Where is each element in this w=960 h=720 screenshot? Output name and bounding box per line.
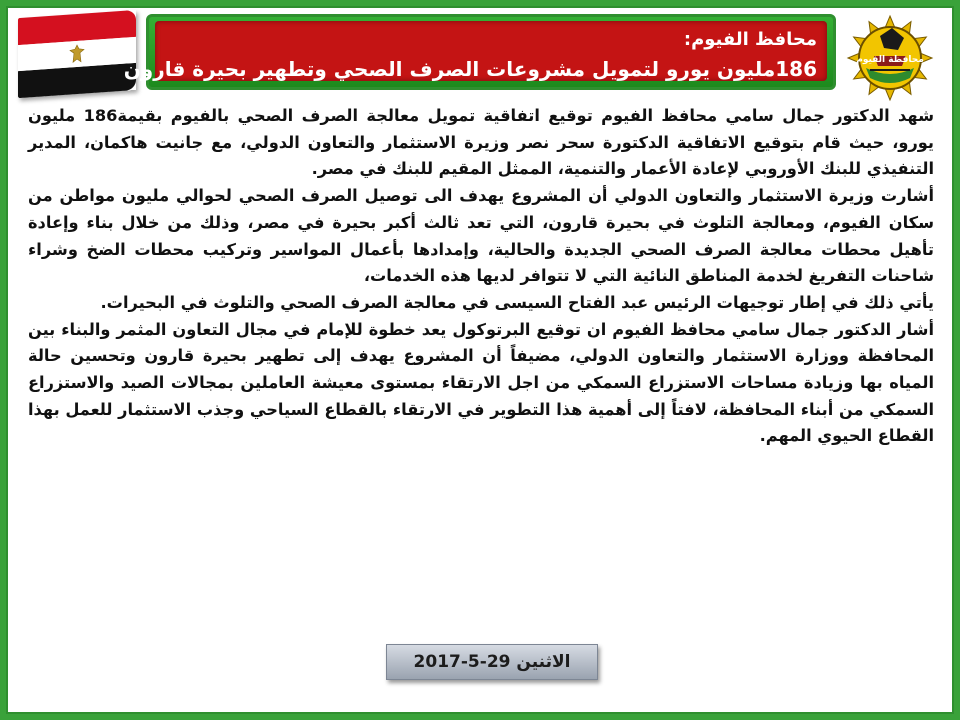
- date-badge: [386, 644, 598, 680]
- article-paragraph: أشار الدكتور جمال سامي محافظ الفيوم ان توقيع البرتوكول يعد خطوة للإمام في مجال التعاون المثمر والبناء بين المحافظة ووزارة الاستثمار والتعاون الدولي، مضيفاً أن المشروع يهدف إلى تطهير بحيرة قارون وتحسين حالة المياه بها وزيادة مساحات الاستزراع السمكي من اجل الارتقاء بمستوى معيشة العاملين بمجالات الصيد والاستزراع السمكي من أبناء المحافظة، لافتاً إلى أهمية هذا التطوير في الارتقاء بالقطاع السياحي وجذب الاستثمار للعمل بهذا القطاع الحيوي المهم.: [28, 319, 934, 446]
- headline-banner: [123, 14, 836, 90]
- date-text: الاثنين 29-5-2017: [413, 652, 571, 672]
- headline-subtitle: 186مليون يورو لتمويل مشروعات الصرف الصحي وتطهير بحيرة قارون: [123, 57, 817, 81]
- egypt-flag-icon: [18, 10, 136, 98]
- article-paragraph: شهد الدكتور جمال سامي محافظ الفيوم توقيع اتفاقية تمويل معالجة الصرف الصحي بالفيوم بقيمة186 مليون يورو، حيث قام بتوقيع الاتفاقية الدكتورة سحر نصر وزيرة الاستثمار والتعاون الدولي، مع جانيت هاكمان، المدير التنفيذي للبنك الأوروبي لإعادة الأعمار والتنمية، الممثل المقيم للبنك في مصر.: [28, 106, 935, 179]
- article-paragraph: يأتي ذلك في إطار توجيهات الرئيس عبد الفتاح السيسى في معالجة الصرف الصحي والتلوث في البحيرات.: [100, 292, 934, 312]
- eagle-emblem-icon: [69, 43, 85, 64]
- governorate-logo-icon: [840, 14, 940, 102]
- article-paragraph: أشارت وزيرة الاستثمار والتعاون الدولي أن المشروع يهدف الى توصيل الصرف الصحي لحوالي مليون مواطن من سكان الفيوم، ومعالجة التلوث في بحيرة قارون، التي تعد ثالث أكبر بحيرة في مصر، وذلك من خلال بناء وإعادة تأهيل محطات معالجة الصرف الصحي الجديدة والحالية، وإمدادها بأعمال المواسير وتركيب محطات الضخ وشراء شاحنات التفريغ لخدمة المناطق النائية التي لا تتوافر لديها هذه الخدمات،: [28, 186, 934, 286]
- headline-title: محافظ الفيوم:: [683, 29, 817, 50]
- logo-caption: محافظة الفيوم: [856, 55, 924, 65]
- article-body: [28, 103, 934, 450]
